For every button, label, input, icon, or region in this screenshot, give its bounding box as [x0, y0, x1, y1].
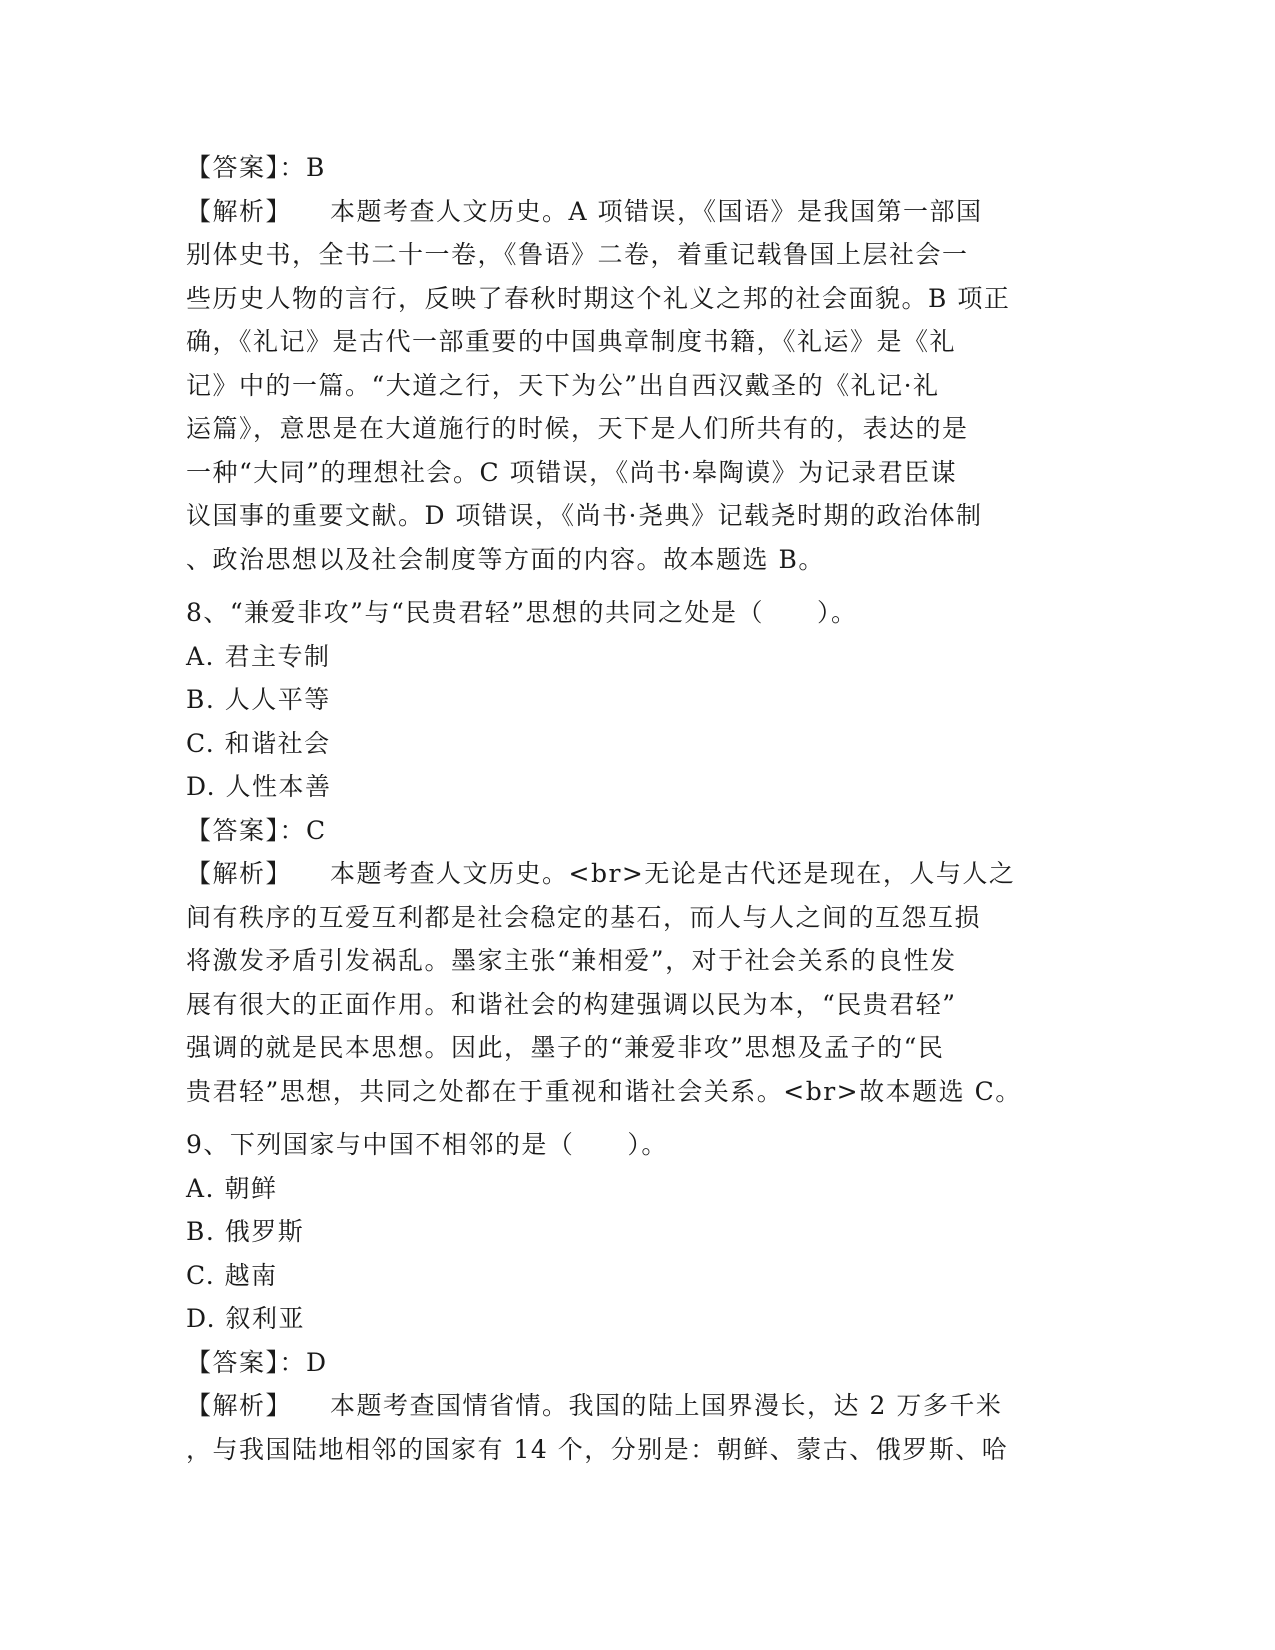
q8-option-c: C. 和谐社会 — [186, 728, 331, 758]
q8-answer — [186, 809, 1086, 853]
q8-analysis-line: 【解析】 本题考查人文历史。<br>无论是古代还是现在，人与人之 — [186, 859, 1016, 888]
q9-option-a: A. 朝鲜 — [186, 1173, 278, 1203]
q9-option-b: B. 俄罗斯 — [186, 1217, 305, 1246]
document-page — [186, 146, 1086, 1471]
q7-analysis-line: 、政治思想以及社会制度等方面的内容。故本题选 B。 — [186, 544, 825, 574]
q8-analysis-line: 贵君轻”思想，共同之处都在于重视和谐社会关系。<br>故本题选 C。 — [186, 1076, 1022, 1106]
q8-answer-label: 【答案】 — [186, 815, 280, 845]
q9-option-d: D. 叙利亚 — [186, 1304, 306, 1333]
q7-analysis-line: 些历史人物的言行，反映了春秋时期这个礼义之邦的社会面貌。B 项正 — [186, 283, 1011, 313]
q9-analysis-label: 【解析】 — [186, 1391, 293, 1420]
q7-analysis-line: 确，《礼记》是古代一部重要的中国典章制度书籍，《礼运》是《礼 — [186, 327, 957, 356]
q8-option-d: D. 人性本善 — [186, 772, 332, 801]
q9-answer-label: 【答案】 — [186, 1347, 280, 1377]
q8-analysis-line: 强调的就是民本思想。因此，墨子的“兼爱非攻”思想及孟子的“民 — [186, 1033, 945, 1062]
q9-answer — [186, 1341, 1086, 1385]
q9-answer-value: ：D — [279, 1347, 328, 1377]
q7-analysis-line: 【解析】 本题考查人文历史。A 项错误，《国语》是我国第一部国 — [186, 196, 983, 226]
q8-analysis-line: 将激发矛盾引发祸乱。墨家主张“兼相爱”，对于社会关系的良性发 — [186, 946, 957, 975]
q9-question: 9、下列国家与中国不相邻的是（ ）。 — [186, 1130, 668, 1159]
q7-answer-label: 【答案】 — [186, 153, 280, 182]
q8-analysis-label: 【解析】 — [186, 859, 293, 888]
q7-analysis-line: 记》中的一篇。“大道之行，天下为公”出自西汉戴圣的《礼记·礼 — [186, 370, 940, 400]
q8-analysis-line: 展有很大的正面作用。和谐社会的构建强调以民为本，“民贵君轻” — [186, 989, 957, 1019]
q7-analysis-line: 运篇》，意思是在大道施行的时候，天下是人们所共有的，表达的是 — [186, 414, 969, 443]
q8-answer-value: ：C — [279, 815, 327, 845]
q7-analysis-line: 一种“大同”的理想社会。C 项错误，《尚书·皋陶谟》为记录君臣谋 — [186, 457, 958, 487]
q9-analysis-line: 【解析】 本题考查国情省情。我国的陆上国界漫长，达 2 万多千米 — [186, 1391, 1003, 1420]
q8-option-a: A. 君主专制 — [186, 641, 331, 671]
q8-option-b: B. 人人平等 — [186, 685, 331, 714]
q7-analysis-label: 【解析】 — [186, 196, 293, 226]
q7-analysis-line: 议国事的重要文献。D 项错误，《尚书·尧典》记载尧时期的政治体制 — [186, 501, 983, 530]
q7-analysis-line: 别体史书，全书二十一卷，《鲁语》二卷，着重记载鲁国上层社会一 — [186, 240, 969, 269]
q7-answer-value: ：B — [279, 153, 326, 182]
q8-question: 8、“兼爱非攻”与“民贵君轻”思想的共同之处是（ ）。 — [186, 598, 858, 627]
q9-analysis-line: ，与我国陆地相邻的国家有 14 个，分别是：朝鲜、蒙古、俄罗斯、哈 — [186, 1434, 1009, 1464]
q9-option-c: C. 越南 — [186, 1260, 278, 1290]
q8-analysis-line: 间有秩序的互爱互利都是社会稳定的基石，而人与人之间的互怨互损 — [186, 902, 982, 932]
q7-answer — [186, 146, 1086, 190]
